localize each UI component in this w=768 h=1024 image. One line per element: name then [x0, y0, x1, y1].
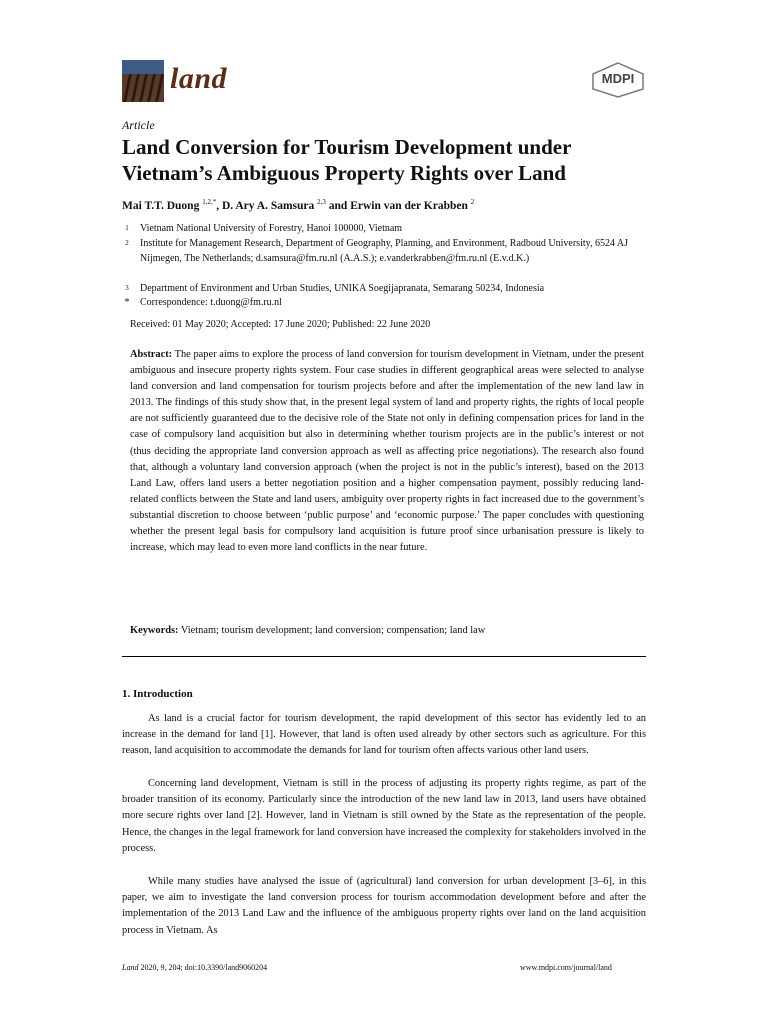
affiliation-mark: 1	[125, 224, 129, 232]
footer-citation-text: 2020, 9, 204; doi:10.3390/land9060204	[138, 963, 268, 972]
keywords-label: Keywords:	[130, 625, 179, 636]
publication-dates: Received: 01 May 2020; Accepted: 17 June 2020; Published: 22 June 2020	[130, 319, 431, 330]
author-3: Erwin van der Krabben	[350, 199, 468, 212]
mdpi-logo	[590, 62, 646, 98]
correspondence	[122, 295, 632, 310]
affiliation-text: Department of Environment and Urban Studies, UNIKA Soegijapranata, Semarang 50234, Indonesia	[140, 283, 545, 294]
author-list	[122, 198, 474, 212]
affiliation-mark: 2	[125, 239, 129, 247]
journal-name: land	[170, 62, 228, 95]
journal-logo	[122, 60, 164, 102]
article-type: Article	[122, 118, 155, 132]
affiliation-3	[122, 281, 632, 296]
publisher-name: MDPI	[601, 71, 635, 86]
affiliation-mark: 3	[125, 284, 129, 292]
abstract-label: Abstract:	[130, 349, 173, 360]
body-paragraph-3: While many studies have analysed the issue of (agricultural) land conversion for urban development [3–6], in this paper, we aim to investigate the land conversion process for tourism accommodation development before and after the implementation of the 2013 Land Law and the influence of the ambiguous property rights over land on the land acquisition process in Vietnam. As	[122, 876, 646, 936]
author-1: Mai T.T. Duong	[122, 199, 200, 212]
section-heading: 1. Introduction	[122, 688, 193, 700]
body-paragraph-2: Concerning land development, Vietnam is still in the process of adjusting its property rights regime, as part of the broader transition of its economy. Particularly since the introduction of the new land law in 2013, land users have obtained more secure rights over land [2]. However, land in Vietnam is still owned by the State as the representation of the people. Hence, the changes in the legal framework for land conversion have increased the complexity for stakeholders involved in the process.	[122, 778, 646, 854]
keywords-text: Vietnam; tourism development; land conversion; compensation; land law	[178, 625, 486, 636]
affiliation-text: Institute for Management Research, Department of Geography, Planning, and Environment, Radboud University, 6524 AJ Nijmegen, The Netherlands; d.samsura@fm.ru.nl (A.A.S.); e.vanderkrabben@fm.ru.nl (E.v.d.K.)	[140, 238, 629, 264]
abstract	[130, 347, 644, 556]
affiliation-mark: *	[124, 297, 130, 308]
footer-url[interactable]: www.mdpi.com/journal/land	[520, 963, 612, 972]
page-title	[122, 134, 662, 186]
author-sep: and	[325, 199, 351, 212]
footer-citation	[122, 963, 267, 972]
title-line-2: Vietnam’s Ambiguous Property Rights over Land	[122, 161, 566, 185]
author-2-sup: 2,3	[317, 198, 326, 206]
affiliation-text: Vietnam National University of Forestry, Hanoi 100000, Vietnam	[140, 223, 403, 234]
author-3-sup: 2	[470, 198, 475, 206]
author-1-sup: 1,2,*	[202, 198, 217, 206]
author-2: D. Ary A. Samsura	[221, 199, 315, 212]
body-paragraph-1: As land is a crucial factor for tourism development, the rapid development of this sector has evidently led to an increase in the demand for land [1]. However, that land is often used already by other sectors such as agriculture. For this reason, land acquisition to accommodate the demands for land for tourism often affects various other land users.	[122, 713, 646, 757]
affiliation-1	[122, 221, 632, 236]
author-sep: ,	[216, 199, 222, 212]
correspondence-text: Correspondence: t.duong@fm.ru.nl	[140, 297, 282, 308]
title-line-1: Land Conversion for Tourism Development under	[122, 135, 572, 159]
keywords	[130, 625, 485, 636]
abstract-text: The paper aims to explore the process of land conversion for tourism development in Vietnam, under the present ambiguous and insecure property rights system. Four case studies in different geographical areas were selected to analyse land conversion and land compensation for tourism projects before and after the implementation of the new land law in 2013. The findings of this study show that, in the present legal system of land and property rights, the rights of local people are not sufficiently guaranteed due to the decisive role of the State not only in defining compensation prices for land in the case of compulsory land acquisition but also in determining whether tourism projects are in the public’s interest or not (thus deciding the appropriate land conversion approach as well as affecting price negotiations). The research also found that, although a voluntary land conversion approach (when the project is not in the public’s interest), based on the 2013 Land Law, offers land users a better negotiation position and a higher compensation payment, possibly reducing land-related conflicts between the State and land users, ambiguity over property rights in fact increased due to the government’s substantial discretion to choose between ‘public purpose’ and ‘economic purpose.’ The paper concludes with questioning whether the present legal basis for compulsory land acquisition is future proof since urbanisation pressure is likely to increase, which may lead to even more land conflicts in the near future.	[130, 349, 644, 554]
affiliation-2	[122, 236, 632, 281]
footer-journal: Land	[122, 963, 139, 972]
divider	[122, 656, 646, 657]
